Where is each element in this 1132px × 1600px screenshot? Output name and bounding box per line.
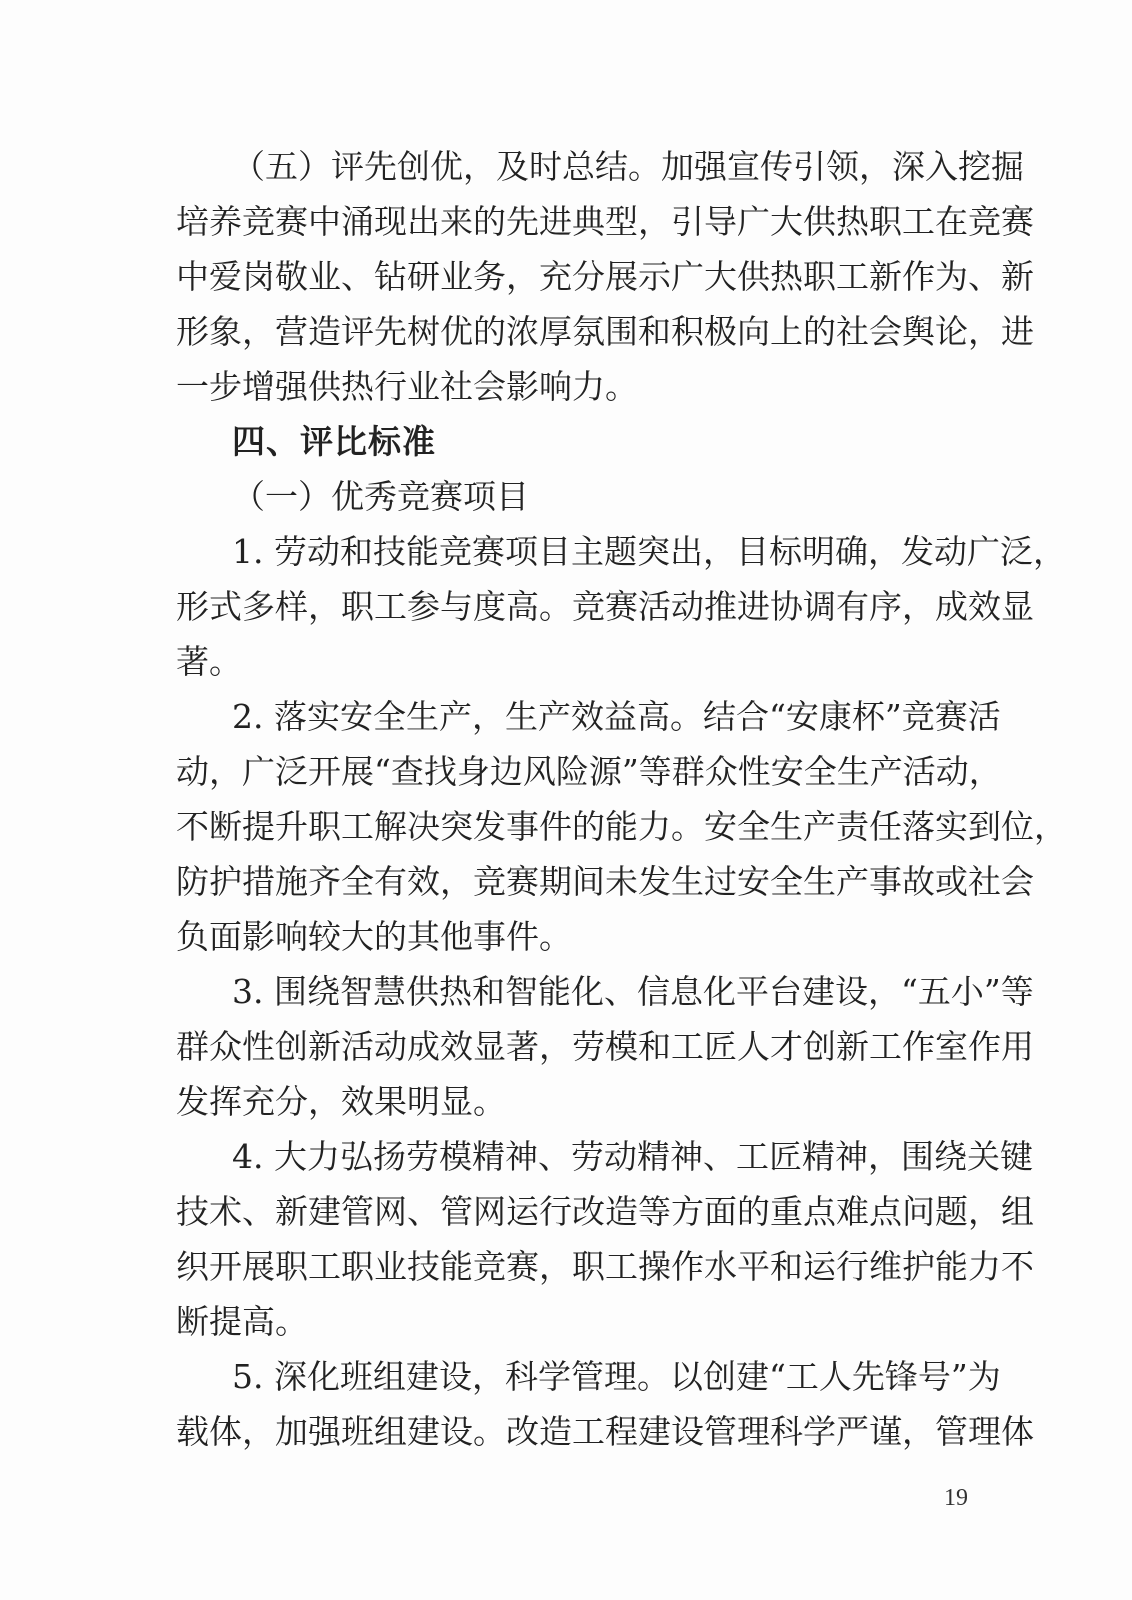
paragraph-line: 形象，营造评先树优的浓厚氛围和积极向上的社会舆论，进 [176,312,1034,351]
section-heading: 四、评比标准 [232,422,436,461]
paragraph-line: 织开展职工职业技能竞赛，职工操作水平和运行维护能力不 [176,1247,1034,1286]
paragraph-line: 一步增强供热行业社会影响力。 [176,367,638,406]
paragraph-line: 动，广泛开展“查找身边风险源”等群众性安全生产活动， [176,752,1002,791]
paragraph-line: 负面影响较大的其他事件。 [176,917,572,956]
paragraph-line: 中爱岗敬业、钻研业务，充分展示广大供热职工新作为、新 [176,257,1034,296]
paragraph-line: 技术、新建管网、管网运行改造等方面的重点难点问题，组 [176,1192,1034,1231]
paragraph-line: 著。 [176,642,242,681]
paragraph-line: 断提高。 [176,1302,308,1341]
subsection-heading: （一）优秀竞赛项目 [232,477,529,516]
paragraph-line: 培养竞赛中涌现出来的先进典型，引导广大供热职工在竞赛 [176,202,1034,241]
paragraph-line: 形式多样，职工参与度高。竞赛活动推进协调有序，成效显 [176,587,1034,626]
paragraph-line: （五）评先创优，及时总结。加强宣传引领，深入挖掘 [232,147,1024,186]
paragraph-line: 1. 劳动和技能竞赛项目主题突出，目标明确，发动广泛， [232,532,1066,571]
page-number: 19 [944,1485,968,1511]
paragraph-line: 2. 落实安全生产，生产效益高。结合“安康杯”竞赛活 [232,697,1001,736]
paragraph-line: 4. 大力弘扬劳模精神、劳动精神、工匠精神，围绕关键 [232,1137,1033,1176]
paragraph-line: 3. 围绕智慧供热和智能化、信息化平台建设，“五小”等 [232,972,1034,1011]
paragraph-line: 不断提升职工解决突发事件的能力。安全生产责任落实到位， [176,807,1067,846]
paragraph-line: 5. 深化班组建设，科学管理。以创建“工人先锋号”为 [232,1357,1001,1396]
paragraph-line: 发挥充分，效果明显。 [176,1082,506,1121]
paragraph-line: 防护措施齐全有效，竞赛期间未发生过安全生产事故或社会 [176,862,1034,901]
paragraph-line: 群众性创新活动成效显著，劳模和工匠人才创新工作室作用 [176,1027,1034,1066]
paragraph-line: 载体，加强班组建设。改造工程建设管理科学严谨，管理体 [176,1412,1034,1451]
